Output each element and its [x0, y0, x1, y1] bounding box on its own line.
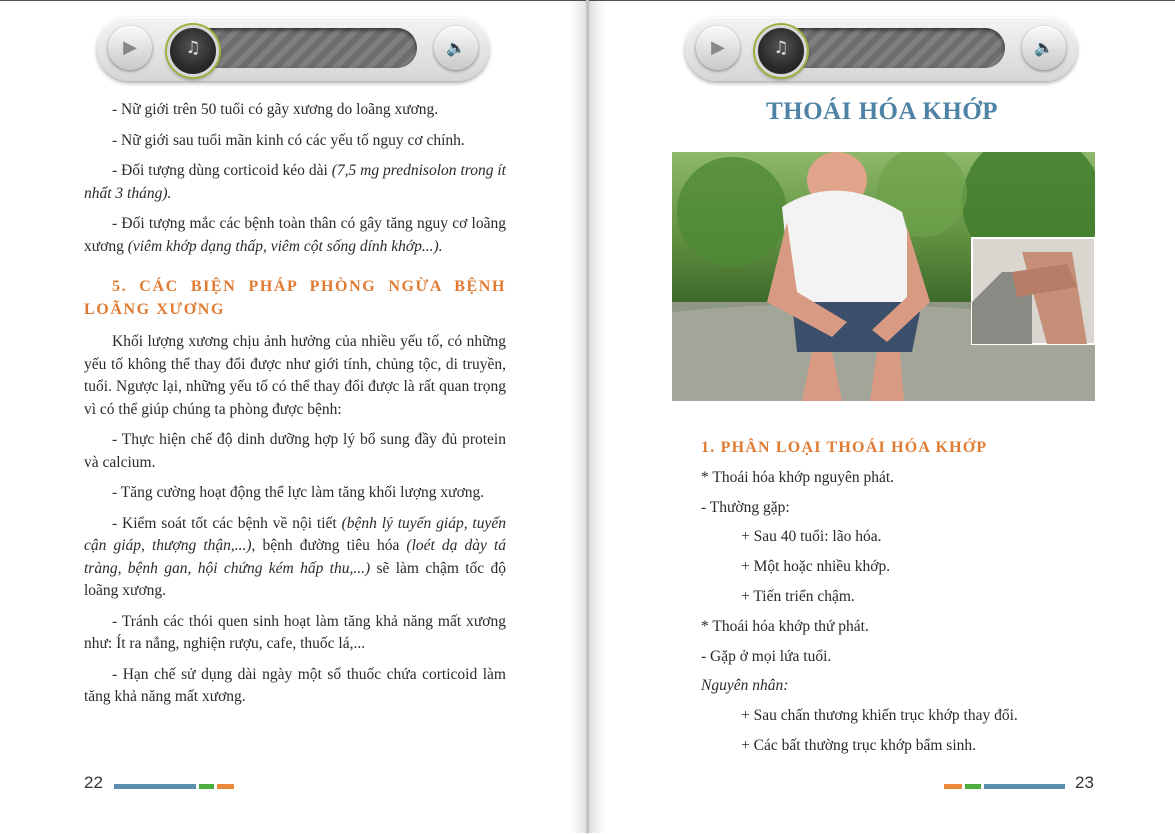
measure-item: - Kiểm soát tốt các bệnh về nội tiết (bệnh lý tuyến giáp, tuyến cận giáp, thượng thận,...), bệnh đường tiêu hóa (loét dạ dày tá tràng, bệnh gan, hội chứng kém hấp thu,...) sẽ làm chậm tốc độ loãng xương. [84, 514, 507, 599]
play-icon: ▶ [123, 37, 137, 58]
text-line: * Thoái hóa khớp nguyên phát. [701, 468, 895, 486]
text-line: Nguyên nhân: [701, 677, 789, 695]
bullet-item: - Đối tượng mắc các bệnh toàn thân có gây tăng nguy cơ loãng xương (viêm khớp dạng thấp, viêm cột sống dính khớp...). [84, 215, 506, 255]
bullet-item: - Đối tượng dùng corticoid kéo dài (7,5 mg prednisolon trong ít nhất 3 tháng). [84, 162, 506, 202]
left-body-text [84, 99, 506, 717]
measure-item: - Hạn chế sử dụng dài ngày một số thuốc chứa corticoid làm tăng khả năng mất xương. [84, 665, 506, 705]
volume-button[interactable] [1022, 26, 1066, 70]
text-line: - Thường gặp: [701, 498, 790, 516]
footer-bar-green [965, 784, 981, 789]
volume-button[interactable] [434, 26, 478, 70]
measure-item: - Thực hiện chế độ dinh dưỡng hợp lý bổ sung đầy đủ protein và calcium. [84, 431, 506, 471]
knee-pain-photo [672, 152, 1095, 401]
text-line: + Một hoặc nhiều khớp. [741, 558, 891, 576]
bullet-item: - Nữ giới trên 50 tuổi có gãy xương do loãng xương. [112, 101, 439, 118]
text-line: + Tiến triển chậm. [741, 587, 855, 605]
measure-item: - Tránh các thói quen sinh hoạt làm tăng khả năng mất xương như: Ít ra nắng, nghiện rượu, cafe, thuốc lá,... [84, 612, 506, 652]
bullet-item: - Nữ giới sau tuổi mãn kinh có các yếu tố nguy cơ chính. [112, 131, 465, 149]
page-title: THOÁI HÓA KHỚP [765, 98, 999, 125]
text-line: * Thoái hóa khớp thứ phát. [701, 617, 869, 635]
volume-icon: 🔈 [1034, 38, 1054, 57]
text-line: + Sau chấn thương khiến trục khớp thay đổi. [741, 707, 1018, 725]
page-number: 22 [84, 773, 103, 792]
footer-bar-orange [217, 784, 234, 789]
measure-item: - Tăng cường hoạt động thể lực làm tăng khối lượng xương. [112, 484, 485, 501]
audio-progress-knob[interactable] [167, 25, 219, 77]
footer-bar-green [199, 784, 214, 789]
footer-bar-orange [944, 784, 962, 789]
right-page [589, 0, 1175, 834]
page-number: 23 [1075, 773, 1094, 792]
music-note-icon: ♫ [773, 38, 789, 58]
play-button[interactable] [108, 26, 152, 70]
play-icon: ▶ [711, 37, 725, 58]
music-note-icon: ♫ [185, 38, 201, 58]
text-line: + Sau 40 tuổi: lão hóa. [741, 528, 882, 546]
audio-player [685, 17, 1077, 81]
knee-pain-illustration [672, 152, 1095, 401]
section-heading: 5. CÁC BIỆN PHÁP PHÒNG NGỪA BỆNH LOÃNG XƯƠNG [84, 278, 506, 318]
right-body-text [701, 433, 1121, 761]
footer-bar-blue [114, 784, 196, 789]
text-line: - Gặp ở mọi lứa tuổi. [701, 647, 832, 665]
audio-player [97, 17, 489, 81]
text-line: + Các bất thường trục khớp bẩm sinh. [741, 736, 976, 754]
footer-bar-blue [984, 784, 1065, 789]
left-page [0, 0, 586, 834]
section-heading: 1. PHÂN LOẠI THOÁI HÓA KHỚP [701, 439, 988, 456]
play-button[interactable] [696, 26, 740, 70]
audio-progress-knob[interactable] [755, 25, 807, 77]
intro-paragraph: Khối lượng xương chịu ảnh hưởng của nhiều yếu tố, có những yếu tố không thể thay đổi được như giới tính, chủng tộc, di truyền, tuổi. Ngược lại, những yếu tố có thể thay đổi được là rất quan trọng vì có thể giúp chúng ta phòng được bệnh: [84, 333, 506, 418]
volume-icon: 🔈 [446, 38, 466, 57]
